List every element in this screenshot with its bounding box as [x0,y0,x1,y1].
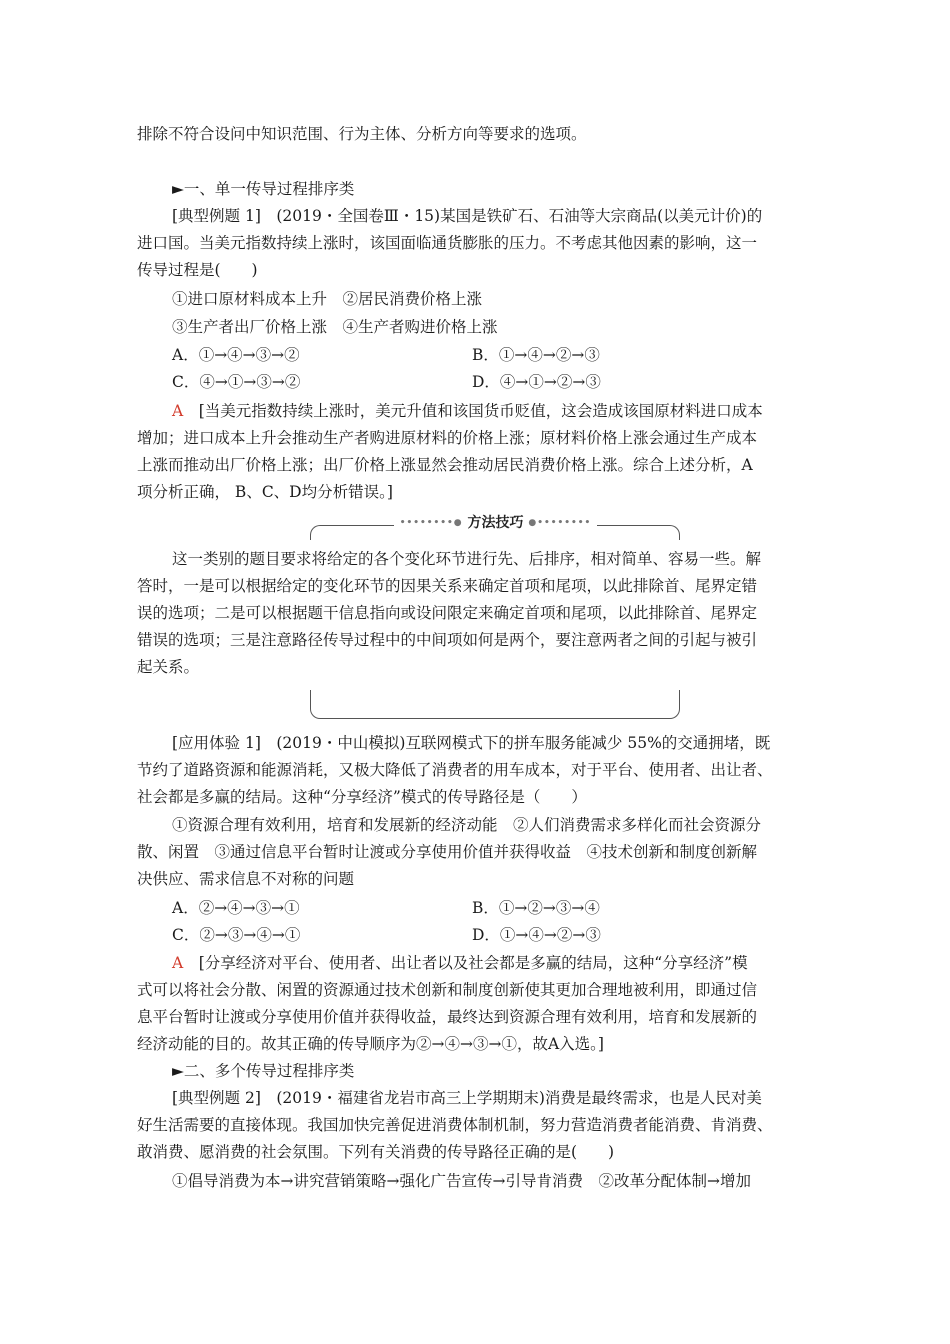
example2-line: [典型例题 2] (2019・福建省龙岩市高三上学期期末)消费是最终需求，也是人民对美 [172,1089,762,1107]
option-a: A．②→④→③→① [172,899,300,917]
practice1-options-row [172,898,817,918]
practice1-item: 决供应、需求信息不对称的问题 [137,870,355,888]
answer-letter: A [172,954,184,972]
practice1-explanation-line: A [分享经济对平台、使用者、出让者以及社会都是多赢的结局，这种“分享经济”模 [172,954,748,972]
section2-heading: ►二、多个传导过程排序类 [172,1062,355,1080]
dot-divider-icon: ••••••••● [399,518,463,528]
practice1-line: 社会都是多赢的结局。这种“分享经济”模式的传导路径是（ ） [137,788,587,806]
tips-line: 这一类别的题目要求将给定的各个变化环节进行先、后排序，相对简单、容易一些。解 [172,550,762,568]
tips-box-header [310,512,681,534]
example2-line: 敢消费、愿消费的社会氛围。下列有关消费的传导路径正确的是( ) [137,1143,615,1161]
tips-box-bottom-border [310,690,680,719]
example1-line: 传导过程是( ) [137,261,258,279]
practice1-explanation-line: 息平台暂时让渡或分享使用价值并获得收益，最终达到资源合理有效利用，培育和发展新的 [137,1008,758,1026]
practice1-options-row [172,925,817,945]
practice1-explanation-line: 经济动能的目的。故其正确的传导顺序为②→④→③→①，故A入选。] [137,1035,604,1053]
tips-line: 答时，一是可以根据给定的变化环节的因果关系来确定首项和尾项，以此排除首、尾界定错 [137,577,758,595]
option-c: C．②→③→④→① [172,926,301,944]
example1-item: ①进口原材料成本上升 ②居民消费价格上涨 [172,290,483,308]
tips-title: 方法技巧 [467,515,524,531]
example1-explanation-line: 项分析正确， B、C、D均分析错误。] [137,483,393,501]
example1-options-row [172,345,817,365]
option-a: A．①→④→③→② [172,346,300,364]
tips-line: 错误的选项；三是注意路径传导过程中的中间项如何是两个，要注意两者之间的引起与被引 [137,631,758,649]
option-c: C．④→①→③→② [172,373,301,391]
intro-text: 排除不符合设问中知识范围、行为主体、分析方向等要求的选项。 [137,125,587,143]
example1-line: [典型例题 1] (2019・全国卷Ⅲ・15)某国是铁矿石、石油等大宗商品(以美元计价)的 [172,207,763,225]
practice1-line: [应用体验 1] (2019・中山模拟)互联网模式下的拼车服务能减少 55%的交通拥堵，既 [172,734,771,752]
option-d: D．④→①→②→③ [472,373,601,391]
practice1-explanation-line: 式可以将社会分散、闲置的资源通过技术创新和制度创新使其更加合理地被利用，即通过信 [137,981,758,999]
example1-item: ③生产者出厂价格上涨 ④生产者购进价格上涨 [172,318,498,336]
tips-line: 起关系。 [137,658,200,676]
example2-line: 好生活需要的直接体现。我国加快完善促进消费体制机制，努力营造消费者能消费、肯消费、 [137,1116,773,1134]
example1-options-row [172,372,817,392]
example1-explanation-line: 增加；进口成本上升会推动生产者购进原材料的价格上涨；原材料价格上涨会通过生产成本 [137,429,758,447]
dot-divider-icon: ●•••••••• [528,518,592,528]
example2-line: ①倡导消费为本→讲究营销策略→强化广告宣传→引导肯消费 ②改革分配体制→增加 [172,1172,751,1190]
option-b: B．①→④→②→③ [472,346,600,364]
section1-heading: ►一、单一传导过程排序类 [172,180,355,198]
option-d: D．①→④→②→③ [472,926,601,944]
answer-letter: A [172,402,184,420]
practice1-item: 散、闲置 ③通过信息平台暂时让渡或分享使用价值并获得收益 ④技术创新和制度创新解 [137,843,758,861]
example1-explanation-line: 上涨而推动出厂价格上涨；出厂价格上涨显然会推动居民消费价格上涨。综合上述分析，A [137,456,753,474]
option-b: B．①→②→③→④ [472,899,600,917]
tips-line: 误的选项；二是可以根据题干信息指向或设问限定来确定首项和尾项，以此排除首、尾界定 [137,604,758,622]
practice1-item: ①资源合理有效利用，培育和发展新的经济动能 ②人们消费需求多样化而社会资源分 [172,816,762,834]
example1-explanation-line: A [当美元指数持续上涨时，美元升值和该国货币贬值，这会造成该国原材料进口成本 [172,402,763,420]
practice1-line: 节约了道路资源和能源消耗，又极大降低了消费者的用车成本，对于平台、使用者、出让者、 [137,761,773,779]
example1-line: 进口国。当美元指数持续上涨时，该国面临通货膨胀的压力。不考虑其他因素的影响，这一 [137,234,758,252]
